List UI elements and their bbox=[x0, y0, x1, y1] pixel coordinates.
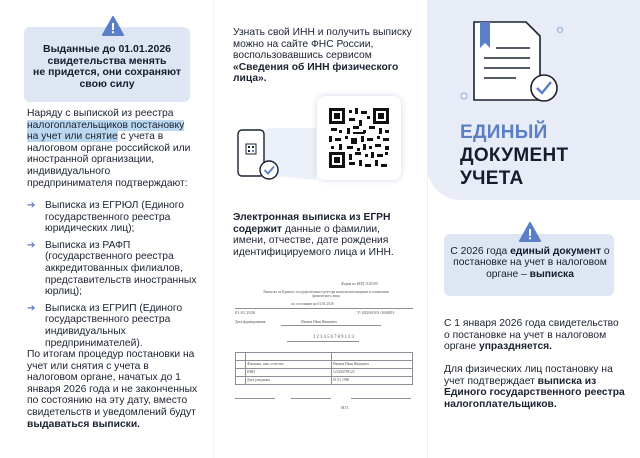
doc-header: Выписка из Единого государственного реестра налогоплательщиков в отношении физического лица bbox=[263, 290, 389, 298]
egrn-description: Электронная выписка из ЕГРН содержит данные о фамилии, имени, отчестве, дате рождения идентифицируемого лица и ИНН. bbox=[233, 212, 394, 258]
title-line-1: ЕДИНЫЙ bbox=[460, 122, 548, 143]
list-item: ➔ Выписка из РАФП (государственного реестра аккредитованных филиалов, представительств иностранных юрлиц); bbox=[27, 239, 197, 298]
doc-as-of: по состоянию на 01.01.2026 bbox=[291, 302, 334, 306]
warning-text: Выданные до 01.01.2026 свидетельства менять не придется, они сохраняют свою силу bbox=[32, 43, 181, 90]
doc-row-label: ИНН bbox=[247, 370, 255, 374]
phone-scan-icon bbox=[236, 128, 316, 188]
list-item: ➔ Выписка из ЕГРИП (Единого государственного реестра индивидуальных предпринимателей). bbox=[27, 302, 183, 349]
doc-row-value: 01.01.1980 bbox=[333, 378, 350, 382]
list-item: ➔ Выписка из ЕГРЮЛ (Единого государственного реестра юридических лиц); bbox=[27, 200, 184, 235]
col3-paragraph-1: С 1 января 2026 года свидетельство о постановке на учет в налоговом органе упраздняется. bbox=[444, 318, 619, 353]
title-line-2: ДОКУМЕНТ bbox=[460, 145, 569, 166]
doc-issued-label: Дата формирования bbox=[235, 320, 266, 324]
doc-number: У-20260101-260001 bbox=[357, 310, 395, 315]
col2-intro: Узнать свой ИНН и получить выписку можно на сайте ФНС России, воспользовавшись сервисом «Сведения об ИНН физического лица». bbox=[233, 27, 412, 85]
highlighted-text: налогоплательщиков постановку на учет или снятие bbox=[27, 119, 185, 143]
fold-line-1 bbox=[213, 0, 214, 458]
warning-icon bbox=[102, 16, 124, 36]
qr-code-card[interactable] bbox=[317, 96, 401, 180]
arrow-icon: ➔ bbox=[27, 239, 36, 251]
doc-person: Иванов Иван Иванович bbox=[301, 320, 337, 324]
arrow-icon: ➔ bbox=[27, 302, 36, 314]
col1-intro: Наряду с выпиской из реестра налогоплательщиков постановку на учет или снятие с учета в налоговом органе российской или иностранной организации, индивидуального предпринимателя подтверждают: bbox=[27, 108, 191, 189]
doc-form-label: Форма по КНД 1120509 bbox=[341, 282, 378, 286]
qr-code-icon bbox=[317, 96, 401, 180]
doc-row-value: Иванов Иван Иванович bbox=[333, 362, 369, 366]
document-check-icon bbox=[460, 14, 570, 106]
doc-inn-boxes: 123456789123 bbox=[313, 335, 355, 340]
col3-paragraph-2: Для физических лиц постановку на учет подтверждает выписка из Единого государственного реестра налогоплательщиков. bbox=[444, 364, 625, 410]
extract-sample-image bbox=[231, 280, 417, 420]
doc-row-value: 123456789123 bbox=[333, 370, 355, 374]
warning-icon bbox=[519, 222, 541, 242]
arrow-icon: ➔ bbox=[27, 200, 36, 211]
doc-row-label: Фамилия, имя, отчество bbox=[247, 362, 284, 366]
doc-date: 01.01.2026 bbox=[235, 310, 256, 315]
document-list bbox=[27, 200, 207, 354]
doc-row-label: Дата рождения bbox=[247, 378, 270, 382]
title-line-3: УЧЕТА bbox=[460, 168, 524, 189]
col1-outro: По итогам процедур постановки на учет или снятия с учета в налоговом органе, начатых до 1 января 2026 года и не законченных по состоянию на эту дату, вместо свидетельств и уведомлений будут выдаваться выписки. bbox=[27, 349, 198, 430]
info-text: С 2026 года единый документ о постановке на учет в налоговом органе – выписка bbox=[450, 246, 610, 280]
doc-stamp-label: М.П. bbox=[341, 406, 349, 410]
